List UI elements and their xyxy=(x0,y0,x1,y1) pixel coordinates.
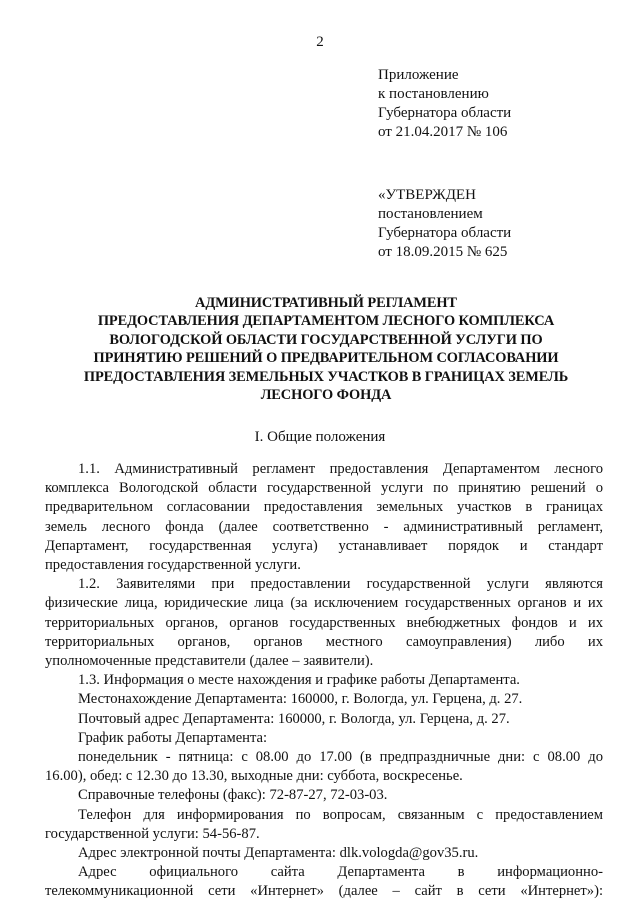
title-line: ПРЕДОСТАВЛЕНИЯ ДЕПАРТАМЕНТОМ ЛЕСНОГО КОМПЛЕКСА xyxy=(97,313,555,330)
body-line: 1.3. Информация о месте нахождения и графике работы Департамента. xyxy=(78,672,520,689)
body-line: телекоммуникационной сети «Интернет» (далее – сайт в сети «Интернет»): xyxy=(45,883,603,900)
document-body xyxy=(45,460,603,902)
body-line: Адрес электронной почты Департамента: dlk.vologda@gov35.ru. xyxy=(78,845,479,862)
document-title xyxy=(40,294,612,404)
body-line: Департамент, государственная услуга) устанавливает порядок и стандарт xyxy=(45,537,603,554)
appendix-block xyxy=(378,66,511,142)
approved-line: от 18.09.2015 № 625 xyxy=(378,244,508,260)
body-line: уполномоченные представители (далее – заявители). xyxy=(45,653,374,670)
appendix-line: Губернатора области xyxy=(378,105,512,121)
page-number: 2 xyxy=(316,34,324,50)
body-line: График работы Департамента: xyxy=(78,729,268,746)
body-line: Справочные телефоны (факс): 72-87-27, 72-03-03. xyxy=(78,787,388,804)
body-line: понедельник - пятница: с 08.00 до 17.00 (в предпраздничные дни: с 08.00 до xyxy=(78,749,603,766)
title-line: ВОЛОГОДСКОЙ ОБЛАСТИ ГОСУДАРСТВЕННОЙ УСЛУГИ ПО xyxy=(109,331,543,348)
title-line: ПРИНЯТИЮ РЕШЕНИЙ О ПРЕДВАРИТЕЛЬНОМ СОГЛАСОВАНИИ xyxy=(93,350,559,367)
approved-line: «УТВЕРЖДЕН xyxy=(378,187,476,203)
approved-line: Губернатора области xyxy=(378,225,512,241)
body-line: 1.2. Заявителями при предоставлении государственной услуги являются xyxy=(78,576,603,593)
approved-line: постановлением xyxy=(378,206,483,222)
appendix-line: от 21.04.2017 № 106 xyxy=(378,124,508,140)
body-line: 1.1. Административный регламент предоставления Департаментом лесного xyxy=(78,461,603,477)
body-line: 16.00), обед: с 12.30 до 13.30, выходные дни: суббота, воскресенье. xyxy=(45,768,463,785)
body-line: Местонахождение Департамента: 160000, г. Вологда, ул. Герцена, д. 27. xyxy=(78,691,523,708)
body-line: Телефон для информирования по вопросам, связанным с предоставлением xyxy=(78,806,603,823)
body-line: предварительном согласовании предоставления земельных участков в границах xyxy=(45,499,603,516)
body-line: физические лица, юридические лица (за исключением государственных органов и их xyxy=(45,595,603,612)
body-line: Адрес официального сайта Департамента в информационно- xyxy=(78,864,603,881)
title-line: ЛЕСНОГО ФОНДА xyxy=(260,387,392,404)
body-line: Почтовый адрес Департамента: 160000, г. Вологда, ул. Герцена, д. 27. xyxy=(78,710,510,727)
title-line: ПРЕДОСТАВЛЕНИЯ ЗЕМЕЛЬНЫХ УЧАСТКОВ В ГРАНИЦАХ ЗЕМЕЛЬ xyxy=(83,368,569,385)
body-line: территориальных органов, органов государственных внебюджетных фондов и их xyxy=(45,614,603,631)
body-line: предоставления государственной услуги. xyxy=(45,557,301,574)
body-line: территориальных органов, органов местного самоуправления) либо их xyxy=(45,633,603,650)
approved-block xyxy=(378,186,511,262)
appendix-line: Приложение xyxy=(378,67,459,83)
body-line: земель лесного фонда (далее соответственно - административный регламент, xyxy=(45,518,603,535)
body-line: комплекса Вологодской области государственной услуги по принятию решений о xyxy=(45,480,603,497)
section-heading: I. Общие положения xyxy=(254,429,386,445)
appendix-line: к постановлению xyxy=(378,86,489,102)
body-line: государственной услуги: 54-56-87. xyxy=(45,825,260,842)
title-line: АДМИНИСТРАТИВНЫЙ РЕГЛАМЕНТ xyxy=(195,295,457,311)
